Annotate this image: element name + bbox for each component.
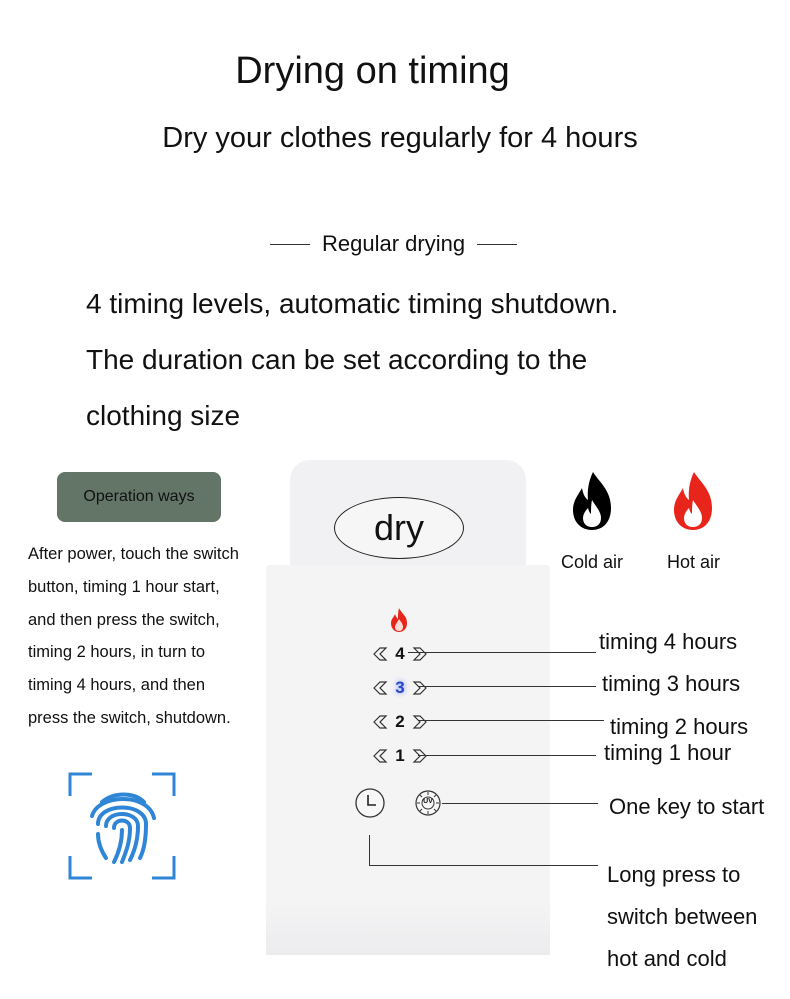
uv-label: UV [423,798,433,805]
instruction-line: and then press the switch, [28,610,220,629]
level-number: 1 [395,746,405,765]
instruction-line: press the switch, shutdown. [28,708,231,727]
heat-indicator-icon [388,607,410,633]
callout-line-4 [408,652,596,653]
callout-line-3 [418,686,596,687]
hot-air-flame-icon [670,470,716,532]
section-heading-text: Regular drying [322,231,466,256]
level-number: 2 [395,712,405,731]
callout-line-long-press-v [369,835,370,865]
section-heading [270,231,517,257]
cold-air-flame-icon [569,470,615,532]
instruction-line: After power, touch the switch [28,545,239,563]
level-indicator-3[interactable] [372,679,428,697]
fingerprint-icon [68,772,176,880]
one-key-start-label: One key to start [609,794,765,819]
divider-right [477,244,517,245]
hot-air-label: Hot air [667,552,721,572]
uv-button[interactable] [414,789,442,817]
level-number: 4 [395,644,405,663]
instruction-line: timing 2 hours, in turn to [28,643,206,662]
dry-label: dry [334,497,464,559]
description-line: clothing size [86,400,241,431]
callout-line-2 [418,720,604,721]
level-indicator-2[interactable] [372,713,428,731]
level-indicator-1[interactable] [372,747,428,765]
callout-line-1 [418,755,596,756]
level-number-active: 3 [395,678,405,697]
description-line: 4 timing levels, automatic timing shutdown. [86,288,619,319]
long-press-line: switch between [607,904,758,929]
timing-4-label: timing 4 hours [599,629,738,654]
operation-badge: Operation ways [57,472,221,522]
instruction-line: timing 4 hours, and then [28,676,206,695]
timing-2-label: timing 2 hours [610,714,749,739]
feature-description [86,276,746,444]
device-base [266,900,550,955]
timing-3-label: timing 3 hours [602,671,741,696]
timing-1-label: timing 1 hour [604,740,732,765]
level-indicator-4[interactable] [372,645,428,663]
long-press-line: hot and cold [607,946,727,971]
page-title: Drying on timing [235,50,510,92]
page-subtitle: Dry your clothes regularly for 4 hours [162,122,638,154]
clock-button-icon[interactable] [354,787,386,819]
operation-instructions [28,538,278,735]
callout-line-long-press [369,865,598,866]
callout-line-start [442,803,598,804]
long-press-label [607,854,757,980]
instruction-line: button, timing 1 hour start, [28,577,220,596]
cold-air-label: Cold air [561,552,624,572]
description-line: The duration can be set according to the [86,344,588,375]
long-press-line: Long press to [607,862,741,887]
divider-left [270,244,310,245]
